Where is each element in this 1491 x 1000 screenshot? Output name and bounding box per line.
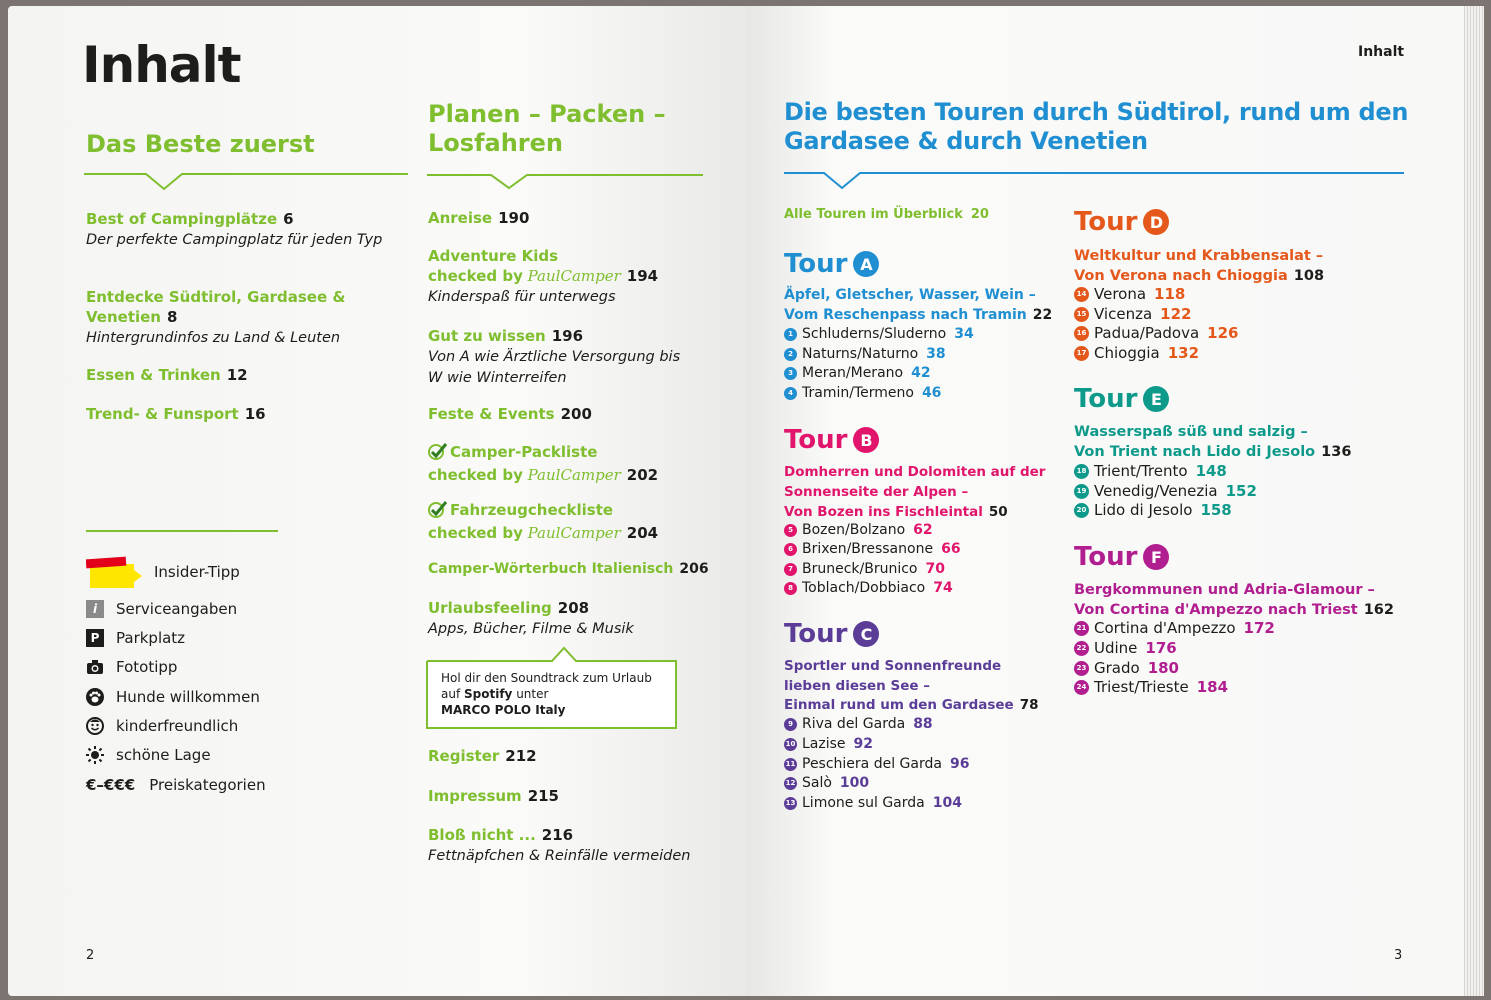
toc-entry[interactable]: Fahrzeugcheckliste checked by PaulCamper 204: [428, 501, 659, 542]
toc-entry[interactable]: Impressum 215: [428, 787, 559, 805]
sun-icon: [86, 746, 104, 764]
legend-item: kinderfreundlich: [86, 717, 238, 735]
tour-d-badge: D: [1143, 209, 1169, 235]
tour-stop[interactable]: 20 Lido di Jesolo 158: [1074, 501, 1232, 521]
tour-c-subtitle[interactable]: Sportler und Sonnenfreunde lieben diesen See – Einmal rund um den Gardasee 78: [784, 658, 1039, 713]
tour-stop[interactable]: 12 Salò 100: [785, 775, 870, 791]
tour-stop[interactable]: 23 Grado 180: [1074, 659, 1179, 679]
tour-e-heading[interactable]: Tour E: [1074, 384, 1169, 414]
tour-stop[interactable]: 11 Peschiera del Garda 96: [785, 756, 970, 772]
parking-icon: P: [86, 629, 104, 647]
insider-tip-icon: [86, 554, 144, 590]
tour-e-subtitle[interactable]: Wasserspaß süß und salzig – Von Trient nach Lido di Jesolo 136: [1074, 424, 1352, 460]
tour-stop[interactable]: 24 Triest/Trieste 184: [1074, 678, 1228, 698]
tour-stop[interactable]: 3 Meran/Merano 42: [784, 364, 931, 384]
checkmark-icon: [428, 442, 450, 465]
toc-entry[interactable]: Urlaubsfeeling 208 Apps, Bücher, Filme & Musik: [428, 599, 634, 637]
paw-icon: [86, 688, 104, 706]
legend-item: P Parkplatz: [86, 629, 185, 647]
toc-entry[interactable]: Essen & Trinken 12: [86, 366, 248, 384]
tour-stop[interactable]: 15 Vicenza 122: [1074, 305, 1191, 325]
heading-divider: [84, 165, 408, 193]
paulcamper-logo: PaulCamper: [527, 524, 621, 542]
section-heading-best: Das Beste zuerst: [86, 130, 315, 158]
running-head: Inhalt: [1358, 44, 1405, 60]
price-icon: €–€€€: [86, 776, 136, 794]
tour-b-subtitle[interactable]: Domherren und Dolomiten auf der Sonnenseite der Alpen – Von Bozen ins Fischleintal 50: [784, 464, 1046, 520]
tours-heading: Die besten Touren durch Südtirol, rund um den Gardasee & durch Venetien: [784, 98, 1409, 155]
tour-stop[interactable]: 4 Tramin/Termeno 46: [784, 384, 941, 404]
tour-stop[interactable]: 18 Trient/Trento 148: [1074, 462, 1227, 482]
toc-entry[interactable]: Bloß nicht ... 216 Fettnäpfchen & Reinfälle vermeiden: [428, 826, 691, 864]
tour-a-subtitle[interactable]: Äpfel, Gletscher, Wasser, Wein – Vom Reschenpass nach Tramin 22: [784, 287, 1053, 323]
toc-entry[interactable]: Camper-Packliste checked by PaulCamper 202: [428, 443, 659, 484]
tour-f-subtitle[interactable]: Bergkommunen und Adria-Glamour – Von Cortina d'Ampezzo nach Triest 162: [1074, 582, 1394, 618]
tour-stop[interactable]: 22 Udine 176: [1074, 639, 1177, 659]
tour-e-badge: E: [1143, 386, 1169, 412]
page-number: 2: [86, 948, 95, 963]
camera-icon: [86, 658, 104, 676]
toc-entry[interactable]: Best of Campingplätze 6 Der perfekte Campingplatz für jeden Typ: [86, 210, 383, 248]
tour-a-badge: A: [853, 251, 879, 277]
toc-entry[interactable]: Register 212: [428, 747, 537, 765]
tour-c-heading[interactable]: Tour C: [784, 619, 879, 649]
tour-stop[interactable]: 1 Schluderns/Sluderno 34: [784, 325, 974, 345]
toc-entry[interactable]: Camper-Wörterbuch Italienisch 206: [428, 561, 709, 577]
tour-stop[interactable]: 9 Riva del Garda 88: [784, 715, 933, 735]
tour-stop[interactable]: 16 Padua/Padova 126: [1074, 324, 1238, 344]
child-face-icon: [86, 717, 104, 735]
paulcamper-logo: PaulCamper: [527, 466, 621, 484]
toc-entry[interactable]: Feste & Events 200: [428, 405, 592, 423]
toc-entry[interactable]: Entdecke Südtirol, Gardasee & Venetien 8 Hintergrundinfos zu Land & Leuten: [86, 288, 346, 346]
legend-item: i Serviceangaben: [86, 600, 237, 618]
legend-item: €–€€€ Preiskategorien: [86, 776, 266, 794]
legend-item: Fototipp: [86, 658, 177, 676]
section-heading-planen: Planen – Packen – Losfahren: [428, 100, 666, 157]
tour-stop[interactable]: 17 Chioggia 132: [1074, 344, 1199, 364]
toc-entry[interactable]: Anreise 190: [428, 209, 530, 227]
page-edges: [1464, 6, 1484, 996]
toc-entry[interactable]: Gut zu wissen 196 Von A wie Ärztliche Versorgung bis W wie Winterreifen: [428, 327, 681, 386]
tour-stop[interactable]: 19 Venedig/Venezia 152: [1074, 482, 1257, 502]
heading-divider: [427, 166, 703, 192]
soundtrack-box[interactable]: Hol dir den Soundtrack zum Urlaub auf Spotify unter MARCO POLO Italy: [441, 671, 652, 717]
tour-stop[interactable]: 5 Bozen/Bolzano 62: [784, 521, 933, 541]
tour-b-heading[interactable]: Tour B: [784, 425, 879, 455]
page-number: 3: [1394, 948, 1403, 963]
tour-b-badge: B: [853, 427, 879, 453]
legend-item: Hunde willkommen: [86, 688, 260, 706]
tour-stop[interactable]: 14 Verona 118: [1074, 285, 1185, 305]
tour-a-heading[interactable]: Tour A: [784, 249, 879, 279]
overview-entry[interactable]: Alle Touren im Überblick 20: [784, 207, 989, 222]
tour-d-subtitle[interactable]: Weltkultur und Krabbensalat – Von Verona nach Chioggia 108: [1074, 248, 1325, 284]
tour-f-heading[interactable]: Tour F: [1074, 542, 1169, 572]
tour-stop[interactable]: 13 Limone sul Garda 104: [785, 795, 962, 811]
right-page: [746, 6, 1464, 996]
tour-f-badge: F: [1143, 544, 1169, 570]
legend-item: schöne Lage: [86, 746, 211, 764]
paulcamper-logo: PaulCamper: [527, 267, 621, 285]
heading-divider: [784, 164, 1404, 192]
left-page: [8, 6, 746, 996]
checkmark-icon: [428, 500, 450, 523]
tour-stop[interactable]: 6 Brixen/Bressanone 66: [784, 540, 961, 560]
info-icon: i: [86, 600, 104, 618]
tour-c-badge: C: [853, 621, 879, 647]
tour-stop[interactable]: 8 Toblach/Dobbiaco 74: [784, 579, 953, 599]
tour-stop[interactable]: 7 Bruneck/Brunico 70: [784, 560, 945, 580]
tour-stop[interactable]: 2 Naturns/Naturno 38: [784, 345, 946, 365]
legend-item: Insider-Tipp: [86, 554, 240, 590]
tour-stop[interactable]: 10 Lazise 92: [785, 736, 874, 752]
toc-entry[interactable]: Adventure Kids checked by PaulCamper 194 Kinderspaß für unterwegs: [428, 247, 659, 305]
page-title: Inhalt: [82, 36, 241, 94]
tour-d-heading[interactable]: Tour D: [1074, 207, 1169, 237]
tour-stop[interactable]: 21 Cortina d'Ampezzo 172: [1074, 619, 1275, 639]
toc-entry[interactable]: Trend- & Funsport 16: [86, 405, 266, 423]
legend-divider: [86, 530, 278, 532]
